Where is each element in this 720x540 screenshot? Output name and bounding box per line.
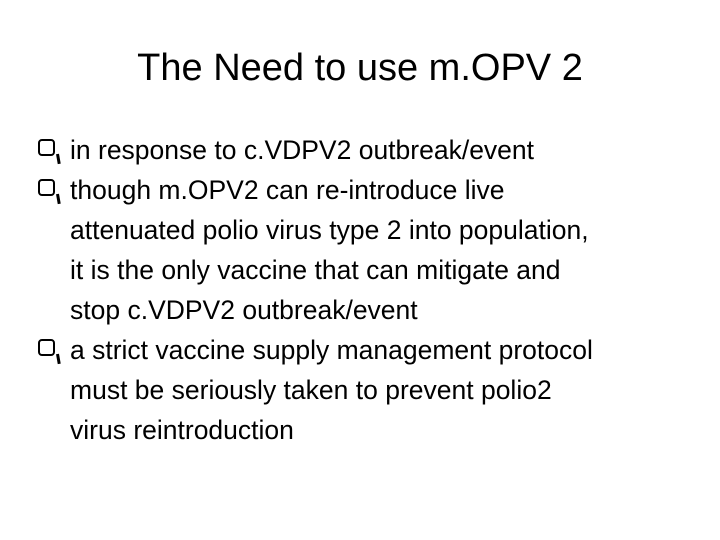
checkbox-q-bullet-icon bbox=[38, 179, 55, 196]
bullet-item bbox=[36, 330, 696, 450]
checkbox-q-bullet-icon bbox=[38, 139, 55, 156]
bullet-line: must be seriously taken to prevent polio2 bbox=[70, 375, 552, 405]
bullet-line: in response to c.VDPV2 outbreak/event bbox=[70, 135, 535, 165]
bullet-line: attenuated polio virus type 2 into population, bbox=[70, 215, 589, 245]
bullet-item bbox=[36, 130, 696, 170]
bullet-line: though m.OPV2 can re-introduce live bbox=[70, 175, 505, 205]
bullet-item bbox=[36, 170, 696, 330]
bullet-line: a strict vaccine supply management protocol bbox=[70, 335, 593, 365]
bullet-line: it is the only vaccine that can mitigate and bbox=[70, 255, 561, 285]
bullet-line: virus reintroduction bbox=[70, 415, 294, 445]
checkbox-q-bullet-icon bbox=[38, 339, 55, 356]
slide-title: The Need to use m.OPV 2 bbox=[137, 47, 583, 89]
bullet-line: stop c.VDPV2 outbreak/event bbox=[70, 295, 418, 325]
bullet-list bbox=[36, 130, 696, 450]
